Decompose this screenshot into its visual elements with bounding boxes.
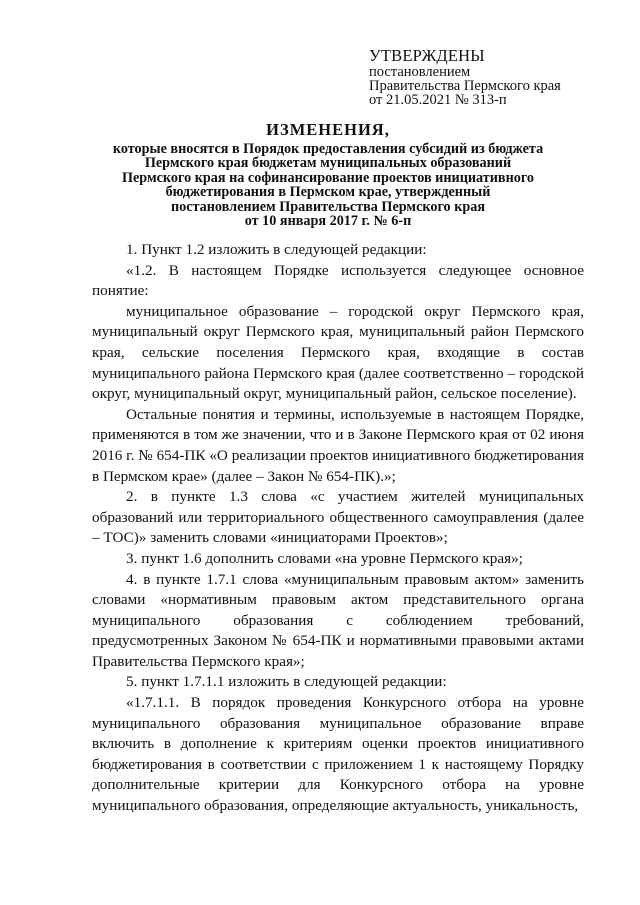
approval-line: Правительства Пермского края [369,78,561,94]
document-subtitle-line: которые вносятся в Порядок предоставления субсидий из бюджета [112,141,544,157]
paragraph-item-1: 1. Пункт 1.2 изложить в следующей редакции: [126,241,427,258]
document-subtitle-line: от 10 января 2017 г. № 6-п [244,213,412,230]
document-subtitle-line: бюджетирования в Пермском крае, утвержденный [165,184,491,201]
approval-line: от 21.05.2021 № 313-п [369,92,507,108]
paragraph-quote-1-7-1-1: «1.7.1.1. В порядок проведения Конкурсного отбора на уровне муниципального образования муниципальное образование вправе включить в дополнение к критериям оценки проектов инициативного бюджетирования в соответствии с приложением 1 к настоящему Порядку дополнительные критерии для Конкурсного отбора на уровне муниципального образования, определяющие актуальность, уникальность, [92,694,584,815]
paragraph-item-4: 4. в пункте 1.7.1 слова «муниципальным правовым актом» заменить словами «нормативным правовым актом представительного органа муниципального образования с соблюдением требований, предусмотренных Законом № 654-ПК и нормативными правовыми актами Правительства Пермского края»; [92,570,584,670]
paragraph-definition: муниципальное образование – городской округ Пермского края, муниципальный округ Пермского края, муниципальный район Пермского края, сельские поселения Пермского края, входящие в состав муниципального района Пермского края (далее соответственно – городской округ, муниципальный округ, муниципальный район, сельское поселение). [92,302,584,403]
approval-stamp [369,48,619,107]
document-heading [80,120,576,228]
document-title: ИЗМЕНЕНИЯ, [266,120,390,139]
paragraph-item-3: 3. пункт 1.6 дополнить словами «на уровне Пермского края»; [126,549,523,567]
paragraph-quote-1-2: «1.2. В настоящем Порядке используется следующее основное понятие: [92,261,584,300]
approval-title: УТВЕРЖДЕНЫ [369,46,485,65]
paragraph-other-terms: Остальные понятия и термины, используемые в настоящем Порядке, применяются в том же значении, что и в Законе Пермского края от 02 июня 2016 г. № 654-ПК «О реализации проектов инициативного бюджетирования в Пермском крае» (далее – Закон № 654-ПК).»; [92,405,584,485]
document-body [92,240,584,817]
document-subtitle-line: Пермского края на софинансирование проектов инициативного [121,169,535,186]
paragraph-item-2: 2. в пункте 1.3 слова «с участием жителей муниципальных образований или территориального общественного самоуправления (далее – ТОС)» заменить словами «инициаторами Проектов»; [92,488,584,547]
paragraph-item-5: 5. пункт 1.7.1.1 изложить в следующей редакции: [126,673,447,691]
document-subtitle-line: постановлением Правительства Пермского края [170,198,486,215]
approval-line: постановлением [369,64,471,80]
document-subtitle-line: Пермского края бюджетам муниципальных образований [144,155,512,172]
